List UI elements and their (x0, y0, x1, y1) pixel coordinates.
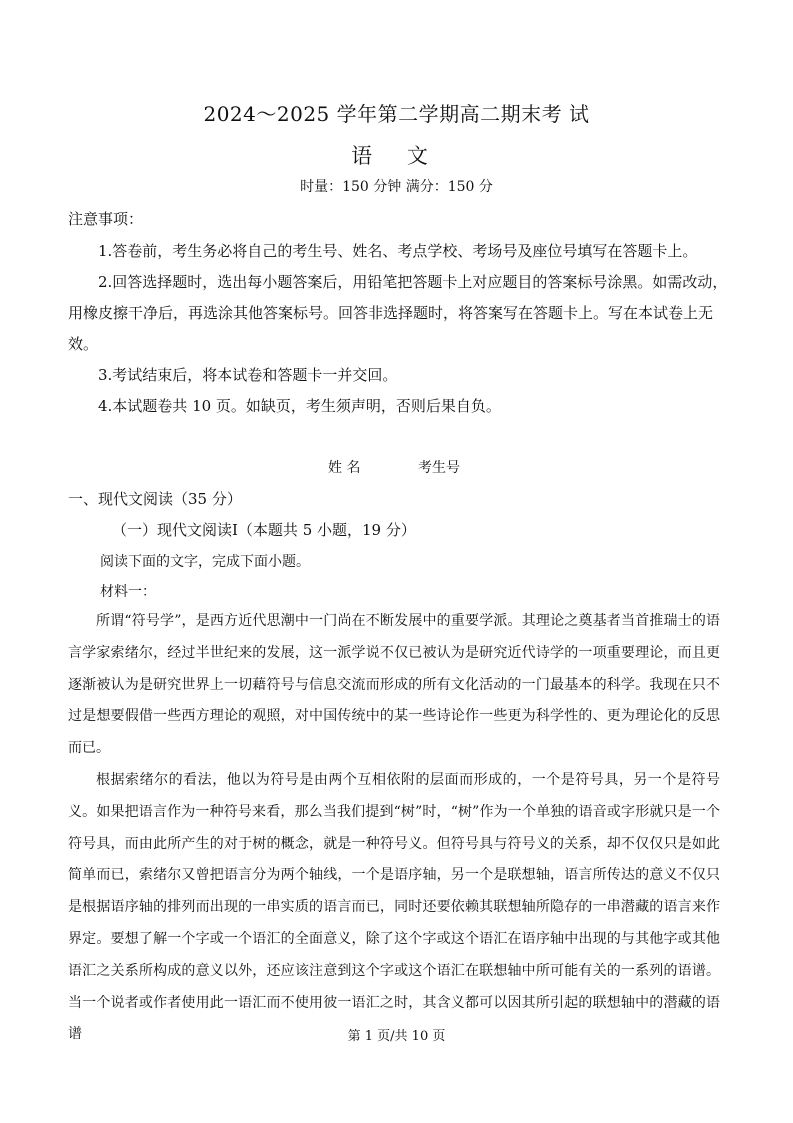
notice-item: 2.回答选择题时，选出每小题答案后，用铅笔把答题卡上对应题目的答案标号涂黑。如需改动，用橡皮擦干净后，再选涂其他答案标号。回答非选择题时，将答案写在答题卡上。写在本试卷上无效。 (68, 273, 728, 353)
exam-title: 2024～2025 学年第二学期高二期末考 试 (203, 102, 590, 126)
section-heading: 一、现代文阅读（35 分） (68, 490, 242, 508)
notice-item: 3.考试结束后，将本试卷和答题卡一并交回。 (98, 366, 398, 384)
subsection-heading: （一）现代文阅读Ⅰ（本题共 5 小题，19 分） (112, 521, 416, 539)
name-label: 姓 名 (328, 460, 361, 476)
notice-heading: 注意事项： (68, 210, 144, 228)
material-paragraph: 根据索绪尔的看法，他以为符号是由两个互相依附的层面而形成的，一个是符号具，另一个是符号义。如果把语言作为一种符号来看，那么当我们提到“树”时，“树”作为一个单独的语音或字形就只是一个符号具，而由此所产生的对于树的概念，就是一种符号义。但符号具与符号义的关系，却不仅仅只是如此简单而已，索绪尔又曾把语言分为两个轴线，一个是语序轴，另一个是联想轴，语言所传达的意义不仅只是根据语序轴的排列而出现的一串实质的语言而已，同时还要依赖其联想轴所隐存的一串潜藏的语言来作界定。要想了解一个字或一个语汇的全面意义，除了这个字或这个语汇在语序轴中出现的与其他字或其他语汇之关系所构成的意义以外，还应该注意到这个字或这个语汇在联想轴中所可能有关的一系列的语谱。当一个说者或作者使用此一语汇而不使用彼一语汇之时，其含义都可以因其所引起的联想轴中的潜藏的语谱 (68, 771, 720, 1043)
notice-list (68, 236, 728, 422)
notice-item: 1.答卷前，考生务必将自己的考生号、姓名、考点学校、考场号及座位号填写在答题卡上。 (98, 242, 698, 260)
material-paragraph: 所谓“符号学”，是西方近代思潮中一门尚在不断发展中的重要学派。其理论之奠基者当首推瑞士的语言学家索绪尔，经过半世纪来的发展，这一派学说不仅已被认为是研究近代诗学的一项重要理论，而且更逐渐被认为是研究世界上一切藉符号与信息交流而形成的所有文化活动的一门最基本的科学。我现在只不过是想要假借一些西方理论的观照，对中国传统中的某一些诗论作一些更为科学性的、更为理论化的反思而已。 (68, 613, 720, 757)
reading-instruction: 阅读下面的文字，完成下面小题。 (100, 554, 310, 570)
exam-duration-score: 时量：150 分钟 满分：150 分 (300, 179, 493, 195)
subject-title: 语 文 (351, 144, 442, 168)
page-number: 第 1 页/共 10 页 (347, 1029, 446, 1044)
candidate-id-label: 考生号 (418, 460, 460, 476)
notice-item: 4.本试题卷共 10 页。如缺页，考生须声明，否则后果自负。 (98, 397, 501, 415)
material-label: 材料一： (100, 584, 156, 600)
material-text (68, 606, 720, 1051)
